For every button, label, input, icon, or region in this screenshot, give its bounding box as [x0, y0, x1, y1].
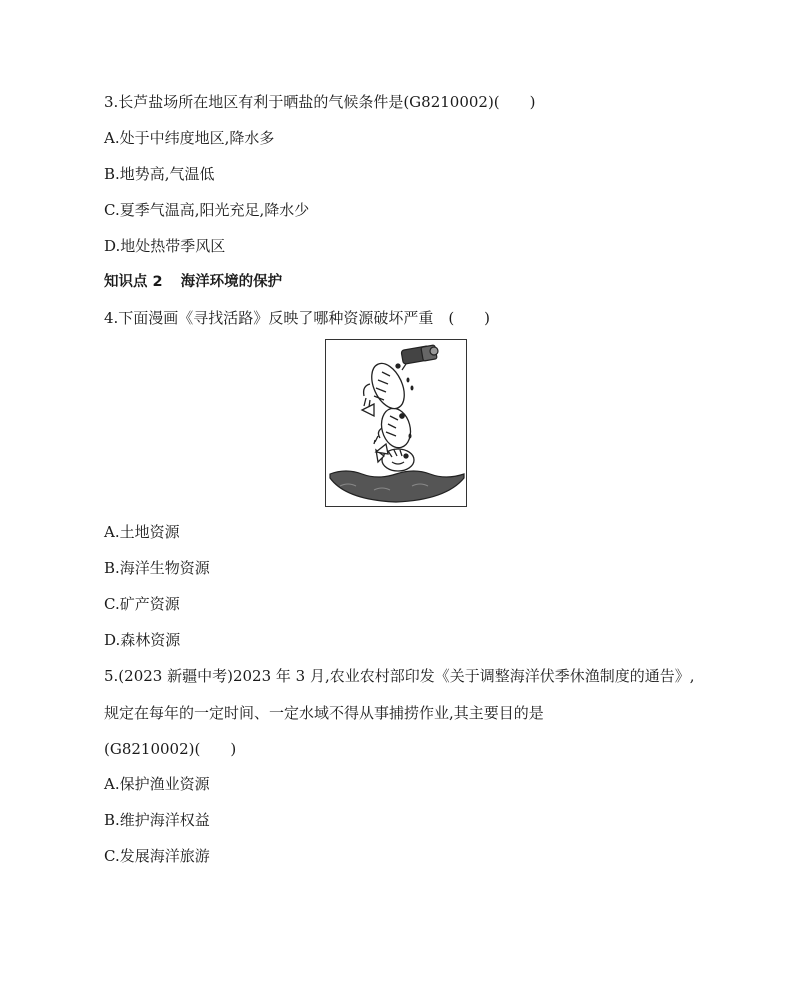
q4-option-b: B.海洋生物资源 — [104, 559, 210, 577]
q4-stem: 4.下面漫画《寻找活路》反映了哪种资源破坏严重 ( ) — [104, 309, 491, 327]
q5-stem-line-3: (G8210002)( ) — [104, 740, 237, 758]
q5-stem-line-2: 规定在每年的一定时间、一定水域不得从事捕捞作业,其主要目的是 — [104, 704, 544, 722]
q3-option-d: D.地处热带季风区 — [104, 237, 226, 255]
q3-option-b: B.地势高,气温低 — [104, 165, 215, 183]
q4-option-a: A.土地资源 — [104, 523, 180, 541]
section-label: 知识点 2 — [104, 274, 163, 290]
cartoon-fish-stack-binoculars-icon — [326, 340, 466, 506]
section-title: 海洋环境的保护 — [180, 274, 283, 290]
q3-stem: 3.长芦盐场所在地区有利于晒盐的气候条件是(G8210002)( ) — [104, 93, 536, 111]
q4-option-c: C.矿产资源 — [104, 595, 180, 613]
q5-stem-line-1: 5.(2023 新疆中考)2023 年 3 月,农业农村部印发《关于调整海洋伏季休渔制度的通告》, — [104, 667, 695, 685]
q5-option-b: B.维护海洋权益 — [104, 811, 210, 829]
q3-option-c: C.夏季气温高,阳光充足,降水少 — [104, 201, 310, 219]
q3-option-a: A.处于中纬度地区,降水多 — [104, 129, 275, 147]
q4-option-d: D.森林资源 — [104, 631, 181, 649]
q5-option-c: C.发展海洋旅游 — [104, 847, 210, 865]
cartoon-figure — [325, 339, 467, 507]
q5-option-a: A.保护渔业资源 — [104, 775, 210, 793]
section-heading — [104, 272, 282, 292]
